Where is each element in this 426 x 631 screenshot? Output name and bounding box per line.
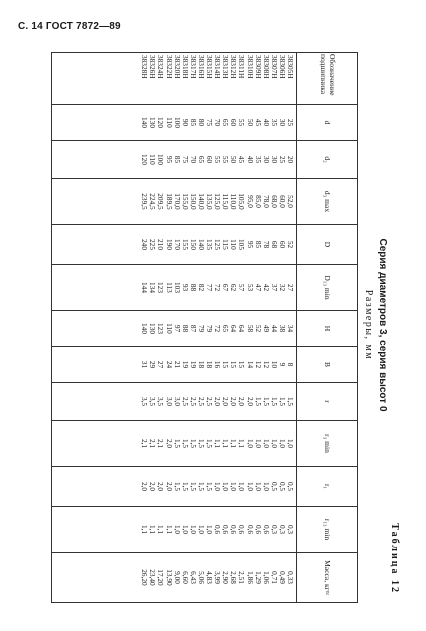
page-header: С. 14 ГОСТ 7872—89 [18,21,121,32]
column-header-8: r [297,383,358,421]
column-values-10: 0,5 0,5 0,5 1,0 1,0 1,0 1,0 1,0 1,0 1,0 1,5 1,5 1,5 1,5 1,5 2,0 2,0 2,0 2,0 [52,467,297,507]
column-values-3: 52,0 60,0 68,0 78,0 85,0 95,0 105,0 110,0 115,0 125,0 135,0 140,0 150,0 155,0 170,0 189,5 209,5 224,5 239,5 [52,179,297,225]
table-title: Серия диаметров 3, серия высот 0 [377,238,388,412]
column-values-0: 38305Н 38306Н 38307Н 38308Н 38309Н 38310Н 38311Н 38312Н 38313Н 38314Н 38315Н 38316Н 38317Н 38318Н 38320Н 38322Н 38324Н 38326Н 38328Н [52,53,297,105]
column-header-10: r₁ [297,467,358,507]
column-values-4: 52 60 68 78 85 95 105 110 115 125 135 140 150 155 170 190 210 225 240 [52,225,297,265]
column-header-3: d₃ max [297,179,358,225]
table-subtitle: Размеры, мм [363,289,374,361]
column-header-12: Масса, кг≈ [297,553,358,603]
column-header-6: H [297,311,358,347]
table-header-row [297,53,358,603]
column-header-2: d₂ [297,141,358,179]
column-header-11: r₁₃ min [297,507,358,553]
column-values-1: 25 30 35 40 45 50 55 60 65 70 75 80 85 90 100 110 120 130 140 [52,105,297,141]
column-header-5: D₁₃ min [297,265,358,311]
column-values-9: 1,0 1,0 1,0 1,0 1,0 1,0 1,1 1,1 1,1 1,1 1,5 1,5 1,5 1,5 1,5 2,0 2,1 2,1 2,1 [52,421,297,467]
column-header-7: B [297,347,358,383]
column-values-7: 8 9 10 12 12 14 15 15 15 16 18 18 19 19 21 24 27 29 31 [52,347,297,383]
column-header-1: d [297,105,358,141]
rotated-table-page [22,52,402,598]
table-body-row [52,53,297,603]
column-values-11: 0,3 0,3 0,3 0,6 0,6 0,6 0,6 0,6 0,6 0,6 1,0 1,0 1,0 1,0 1,0 1,1 1,1 1,1 1,1 [52,507,297,553]
column-header-4: D [297,225,358,265]
table-number: Таблица 12 [389,523,400,594]
column-values-2: 20 25 30 30 35 40 45 50 55 55 60 65 70 75 85 95 100 110 120 [52,141,297,179]
column-values-12: 0,33 0,49 0,71 1,06 1,29 1,86 2,51 2,68 2,90 3,99 4,83 5,06 6,43 6,60 9,00 13,90 17,20 23,40 26,20 [52,553,297,603]
column-header-0: Обозначение подшипника [297,53,358,105]
column-header-9: r₃ min [297,421,358,467]
column-values-6: 34 38 44 49 52 58 64 64 65 72 79 79 87 88 97 110 123 130 140 [52,311,297,347]
column-values-5: 27 32 37 42 47 53 57 62 67 72 77 82 88 93 103 113 123 134 144 [52,265,297,311]
dimensions-table [51,52,358,603]
column-values-8: 1,5 1,5 1,5 1,5 1,5 2,0 2,0 2,0 2,0 2,0 2,5 2,5 2,5 2,5 3,0 3,0 3,5 3,5 3,5 [52,383,297,421]
